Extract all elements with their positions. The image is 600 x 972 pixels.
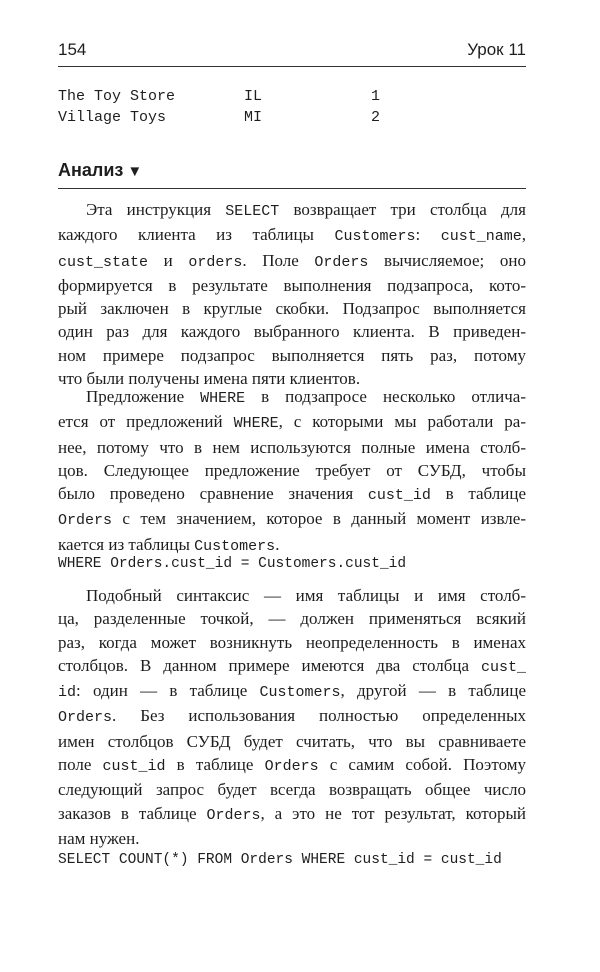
text-line: цов. Следующее предложение требует от СУБД, чтобы [58, 460, 526, 480]
text-line: id: один — в таблице Customers, другой — в таблице [58, 681, 526, 702]
code-example-where: WHERE Orders.cust_id = Customers.cust_id [58, 556, 407, 572]
text-line: один раз для каждого выбранного клиента. В приведен- [58, 322, 526, 342]
text-line: Orders. Без использования полностью определенных [58, 706, 526, 727]
cust-name-cell: Village Toys [58, 109, 167, 126]
paragraph-analysis-1 [58, 198, 526, 390]
section-title: Анализ [58, 160, 124, 180]
orders-count-cell: 2 [371, 109, 381, 126]
header-rule [58, 66, 526, 67]
text-line: рый заключен в круглые скобки. Подзапрос выполняется [58, 299, 526, 319]
text-line: Orders с тем значением, которое в данный момент извле- [58, 509, 526, 530]
result-row [58, 107, 478, 128]
text-line: заказов в таблице Orders, а это не тот результат, который [58, 803, 526, 824]
text-line: ном примере подзапрос выполняется пять раз, потому [58, 345, 526, 365]
paragraph-analysis-3 [58, 584, 526, 850]
heading-rule [58, 188, 526, 189]
text-line: ца, разделенные точкой, — должен применяться всякий [58, 609, 526, 629]
text-line: каждого клиента из таблицы Customers: cust_name, [58, 225, 526, 246]
text-line: кается из таблицы Customers. [58, 534, 280, 555]
text-line: имен столбцов СУБД будет считать, что вы сравниваете [58, 731, 526, 751]
code-example-select: SELECT COUNT(*) FROM Orders WHERE cust_id = cust_id [58, 852, 502, 868]
orders-count-cell: 1 [371, 88, 381, 105]
text-line: ется от предложений WHERE, с которыми мы работали ра- [58, 412, 526, 433]
section-heading [58, 160, 142, 181]
paragraph-analysis-2 [58, 385, 526, 558]
chapter-title: Урок 11 [467, 40, 526, 59]
text-line: следующий запрос будет всегда возвращать общее число [58, 780, 526, 800]
page-number: 154 [58, 40, 87, 59]
cust-name-cell: The Toy Store [58, 88, 176, 105]
text-line: Эта инструкция SELECT возвращает три столбца для [86, 200, 526, 220]
text-line: что были получены имена пяти клиентов. [58, 369, 361, 389]
text-line: раз, когда может возникнуть неопределенность в именах [58, 632, 526, 652]
cust-state-cell: MI [244, 109, 263, 126]
text-line: Подобный синтаксис — имя таблицы и имя столб- [86, 586, 526, 605]
text-line: нам нужен. [58, 828, 140, 848]
text-line: формируется в результате выполнения подзапроса, кото- [58, 275, 526, 295]
text-line: нее, потому что в нем используются полные имена столб- [58, 437, 526, 457]
text-line: cust_state и orders. Поле Orders вычисляемое; оно [58, 250, 526, 271]
text-line: Предложение WHERE в подзапросе несколько отлича- [86, 387, 526, 407]
result-row [58, 86, 478, 107]
running-head [58, 38, 526, 64]
query-result [58, 86, 478, 128]
text-line: было проведено сравнение значения cust_id в таблице [58, 484, 526, 505]
cust-state-cell: IL [244, 88, 263, 105]
text-line: поле cust_id в таблице Orders с самим собой. Поэтому [58, 755, 526, 776]
text-line: столбцов. В данном примере имеются два столбца cust_ [58, 655, 526, 676]
triangle-down-icon: ▼ [127, 163, 143, 180]
